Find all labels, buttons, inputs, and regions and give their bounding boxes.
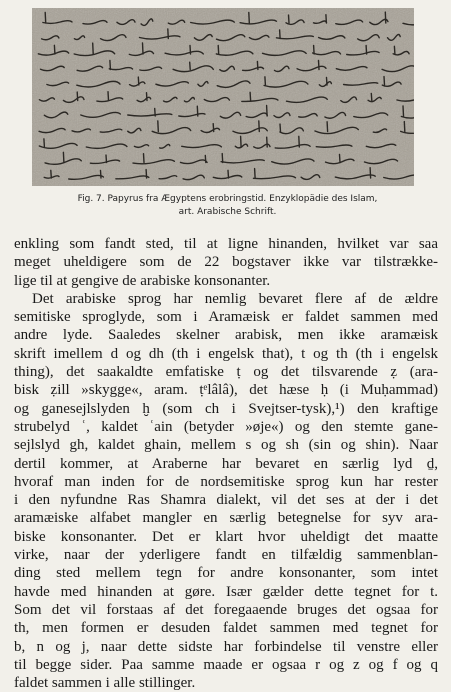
script-stroke — [44, 139, 45, 147]
script-stroke — [289, 15, 290, 23]
script-stroke — [63, 152, 64, 162]
text-line: Det arabiske sprog har nemlig bevaret flere af de ældre — [32, 290, 438, 307]
script-stroke — [205, 155, 206, 162]
script-stroke — [218, 46, 219, 55]
script-stroke — [77, 92, 78, 100]
script-stroke — [257, 61, 258, 69]
script-stroke — [155, 109, 156, 117]
text-line: semitiske sproglyde, som i Aramæisk er faldet sammen med — [14, 309, 438, 326]
script-stroke — [250, 92, 251, 100]
script-stroke — [326, 15, 327, 23]
text-line: aramæiske alfabet mangler en særlig betegnelse for syv ara- — [14, 510, 438, 527]
text-line: i den nyfundne Ras Shamra dialekt, vil det ses at der i det — [14, 492, 438, 509]
script-stroke — [259, 121, 260, 132]
paragraph-1 — [14, 235, 438, 290]
script-stroke — [138, 77, 139, 85]
caption-line-1: Fig. 7. Papyrus fra Ægyptens erobringstid. Enzyklopädie des Islam, — [77, 194, 378, 204]
script-stroke — [299, 136, 300, 147]
text-line: Som det vil forstaas af det foregaaende bruges det ogsaa for — [14, 601, 438, 618]
script-stroke — [51, 170, 52, 178]
text-line: dertil kommer, at Araberne har bevaret en særlig lyd ḏ, — [14, 455, 438, 472]
text-line: thing), det saakaldte emfatiske ṭ og det tilsvarende ẓ (ara- — [14, 364, 438, 381]
script-stroke — [267, 137, 268, 147]
text-line: th, men formen er desuden faldet sammen med tegnet for — [14, 620, 438, 637]
script-stroke — [319, 60, 320, 69]
script-stroke — [228, 170, 229, 178]
text-line: biske konsonanter. Det er klart hvor uheldigt det maatte — [14, 528, 438, 545]
caption-line-2: art. Arabische Schrift. — [178, 207, 277, 217]
text-line: virke, naar der yderligere fandt en tilfældig sammenblan- — [14, 547, 438, 564]
script-stroke — [146, 170, 147, 178]
text-line: enkling som fandt sted, til at ligne hinanden, hvilket var saa — [14, 236, 438, 252]
text-line: meget uheldigere som de 22 bogstaver ikke var tilstrække- — [14, 254, 438, 271]
text-line: b, n og j, naar dette sidste har forbindelse til venstre eller — [14, 638, 438, 655]
text-line: strubelyd ʿ, kaldet ʿain (betyder »øje«) og den stemte gane- — [14, 418, 438, 435]
script-stroke — [267, 105, 268, 116]
script-stroke — [385, 12, 386, 23]
body-text — [14, 235, 438, 692]
script-stroke — [110, 60, 111, 69]
text-line: faldet sammen i alle stillinger. — [14, 675, 196, 692]
script-stroke — [147, 93, 148, 101]
script-stroke — [280, 30, 281, 39]
text-line: lige til at gengive de arabiske konsonanter. — [14, 272, 271, 289]
text-line: og ganesejlslyden ḫ (som ch i Svejtser-tysk),¹) den kraftige — [14, 400, 438, 417]
text-line: sejlslyd gh, kaldet ghain, mellem s og sh (sin og shin). Naar — [14, 437, 438, 454]
script-stroke — [394, 46, 395, 54]
script-stroke — [108, 92, 109, 101]
script-stroke — [314, 45, 315, 54]
script-stroke — [190, 45, 191, 54]
text-line: skrift imellem d og dh (th i engelsk that), t og th (th i engelsk — [14, 345, 438, 362]
script-stroke — [197, 106, 198, 116]
text-line: havde med hinanden at gøre. Især gælder dette tegnet for t. — [14, 583, 438, 600]
script-stroke — [255, 169, 256, 178]
script-stroke — [144, 154, 145, 163]
script-stroke — [54, 45, 55, 54]
text-line: andre lyde. Saaledes skelner arabisk, men ikke aramæisk — [14, 327, 438, 344]
text-line: bisk ẓill »skygge«, aram. ṭᵉlâlâ), det hæse ḥ (i Muḥammad) — [14, 382, 438, 399]
script-stroke — [45, 13, 46, 24]
script-stroke — [404, 122, 405, 132]
script-stroke — [340, 155, 341, 163]
script-stroke — [384, 77, 385, 85]
script-stroke — [222, 154, 223, 163]
text-line: ding sted mellem tegn for andre konsonanter, som intet — [14, 565, 438, 582]
script-stroke — [241, 136, 242, 147]
script-stroke — [403, 106, 404, 116]
script-stroke — [280, 124, 281, 131]
script-stroke — [249, 13, 250, 24]
papyrus-image — [32, 8, 414, 186]
script-stroke — [168, 29, 169, 39]
text-line: hvoraf man inden for de nordsemitiske sprog kun har rester — [14, 473, 438, 490]
script-stroke — [327, 77, 328, 85]
script-stroke — [190, 62, 191, 69]
script-stroke — [370, 168, 371, 178]
text-line: til begge sider. Paa samme maade er ogsaa r og z og f og q — [14, 656, 438, 673]
script-stroke — [265, 77, 266, 85]
script-stroke — [158, 121, 159, 132]
script-stroke — [213, 124, 214, 132]
script-stroke — [93, 43, 94, 54]
script-stroke — [366, 45, 367, 54]
paragraph-2 — [14, 290, 438, 692]
script-stroke — [327, 122, 328, 132]
script-stroke — [371, 94, 372, 101]
script-stroke — [101, 171, 102, 179]
script-stroke — [143, 43, 144, 54]
script-stroke — [106, 155, 107, 162]
figure-caption — [20, 193, 435, 219]
